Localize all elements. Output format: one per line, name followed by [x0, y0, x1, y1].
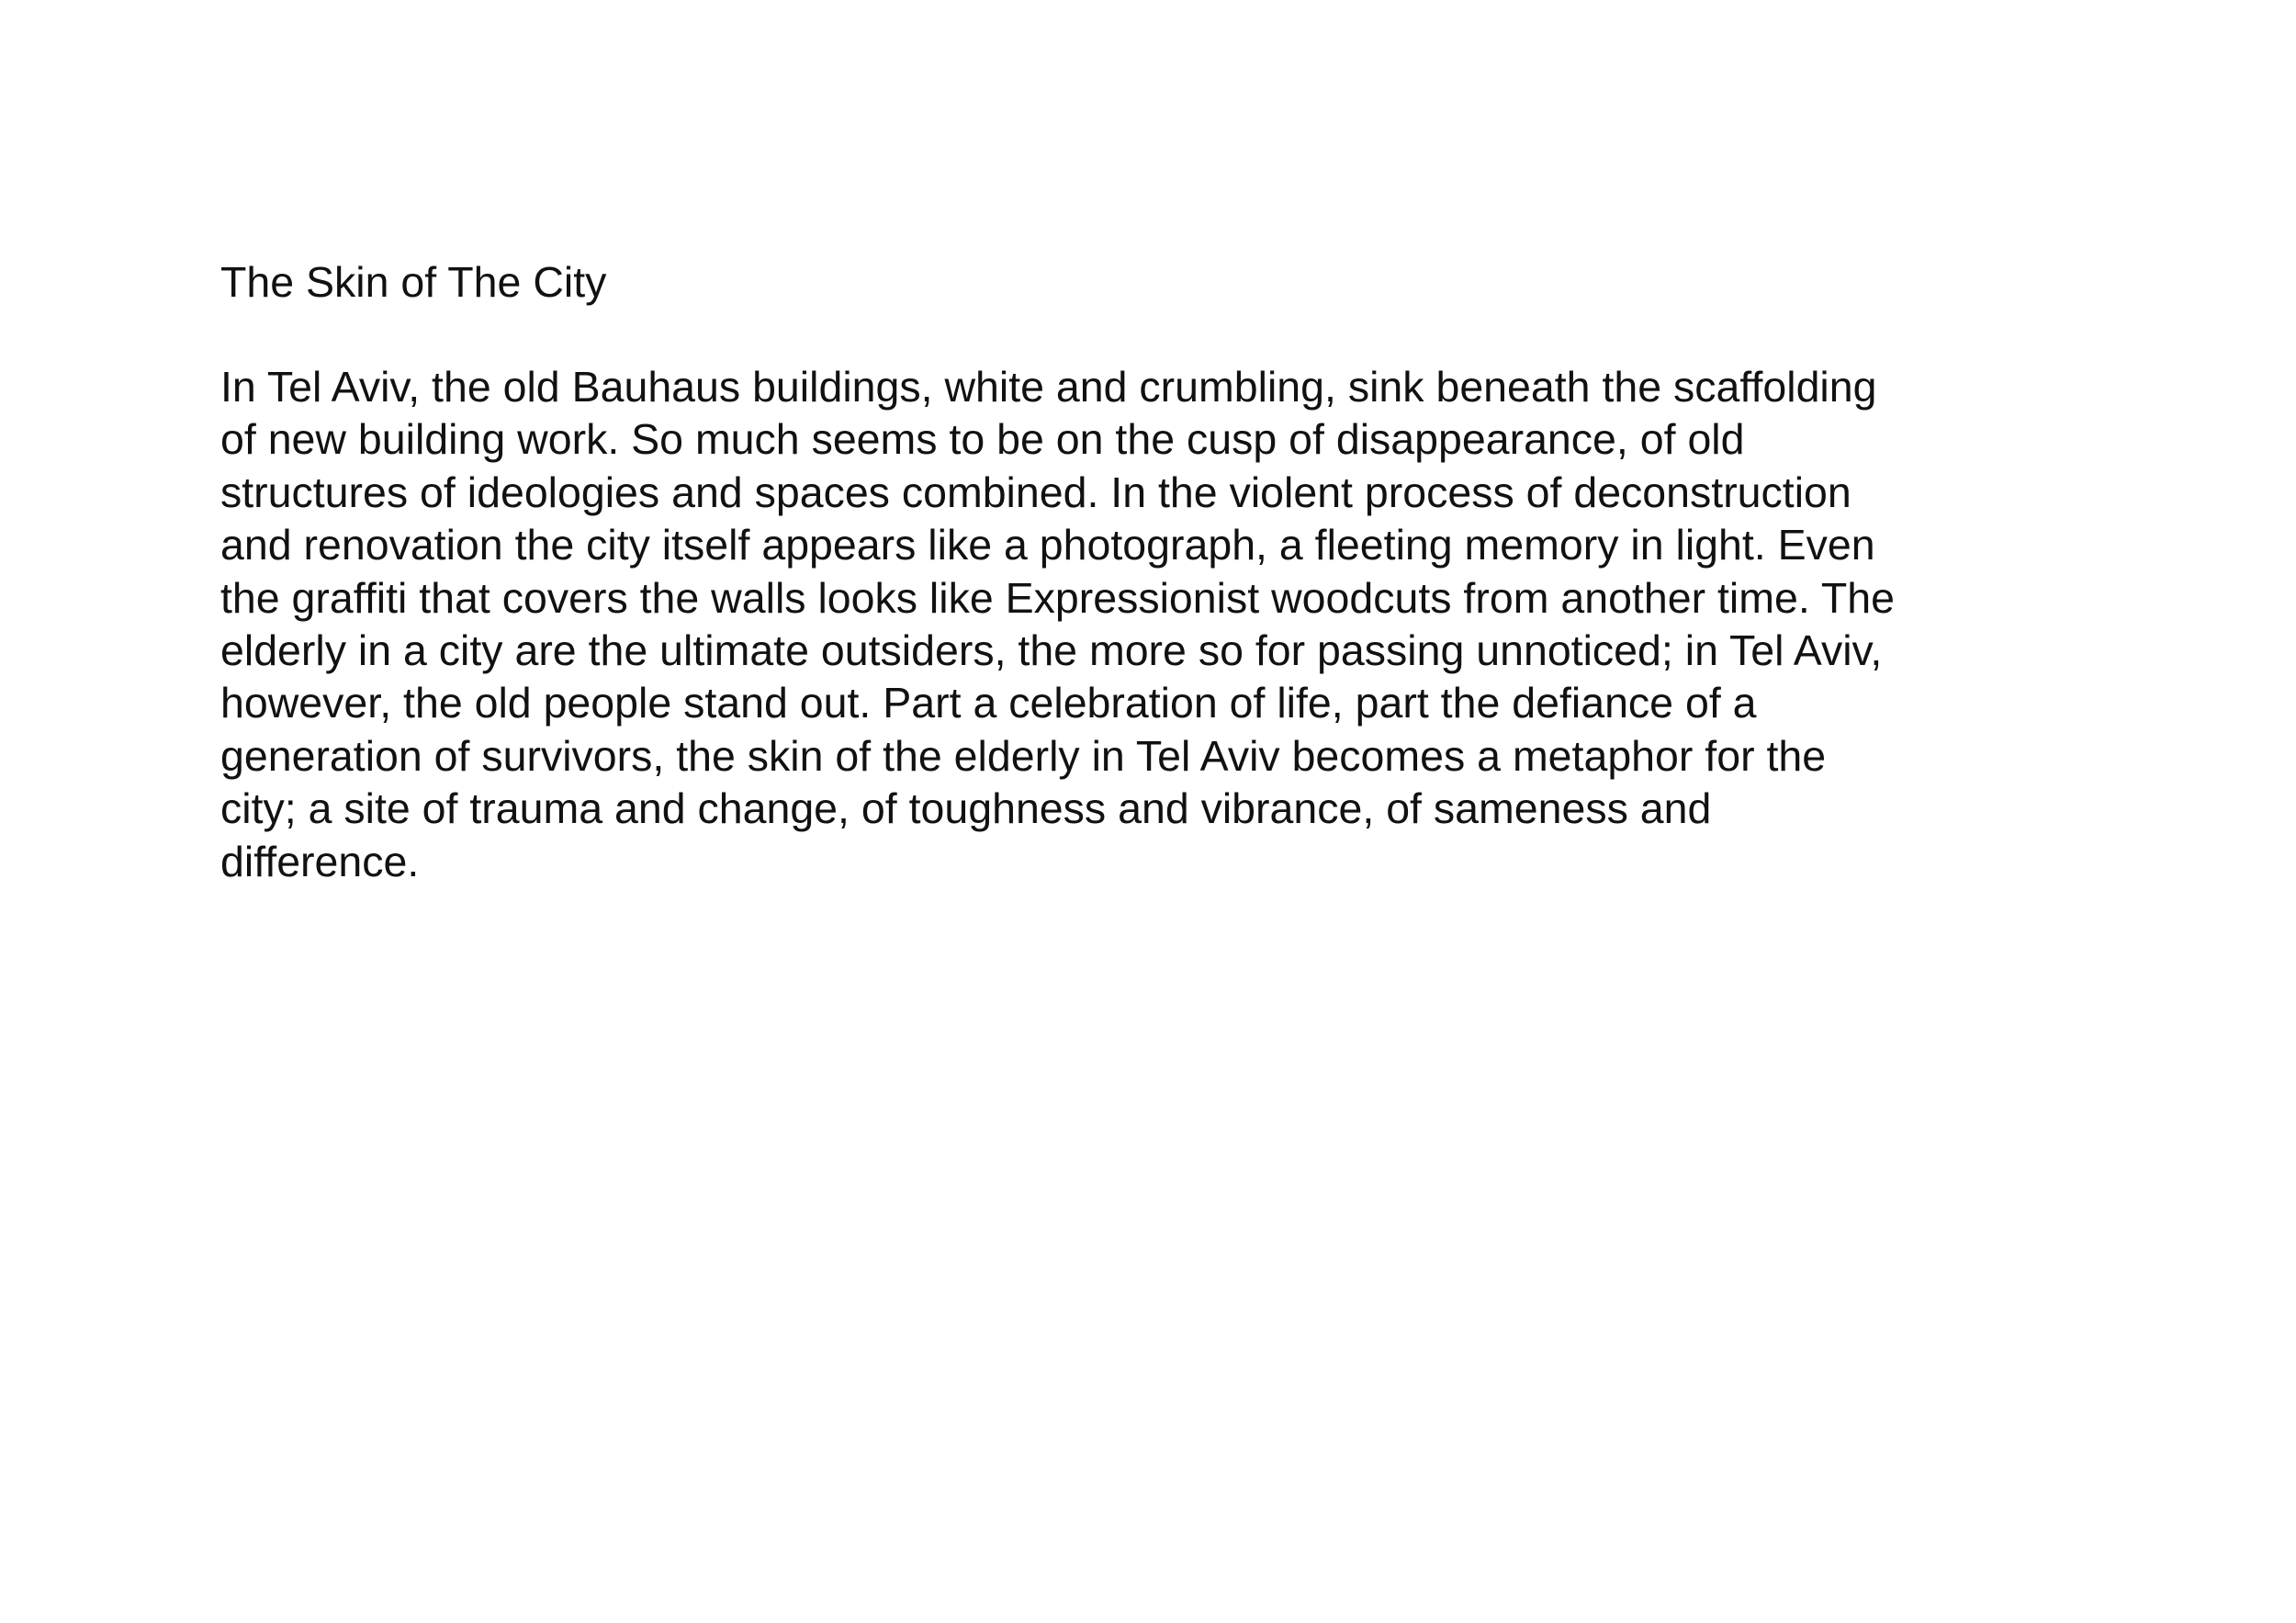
body-line: of new building work. So much seems to be on the cusp of disappearance, of old [220, 415, 1745, 464]
body-line: and renovation the city itself appears like a photograph, a fleeting memory in light. Even [220, 521, 1875, 569]
document-body [220, 361, 2020, 888]
body-line: however, the old people stand out. Part a celebration of life, part the defiance of a [220, 679, 1757, 727]
body-line: structures of ideologies and spaces combined. In the violent process of deconstruction [220, 468, 1851, 516]
body-line: city; a site of trauma and change, of toughness and vibrance, of sameness and [220, 784, 1712, 833]
body-line: the graffiti that covers the walls looks like Expressionist woodcuts from another time. The [220, 573, 1895, 622]
body-line: generation of survivors, the skin of the elderly in Tel Aviv becomes a metaphor for the [220, 731, 1827, 780]
document-title: The Skin of The City [220, 258, 607, 306]
body-line: elderly in a city are the ultimate outsiders, the more so for passing unnoticed; in Tel Aviv, [220, 626, 1883, 675]
body-line: In Tel Aviv, the old Bauhaus buildings, white and crumbling, sink beneath the scaffolding [220, 363, 1877, 411]
body-line: difference. [220, 837, 420, 885]
